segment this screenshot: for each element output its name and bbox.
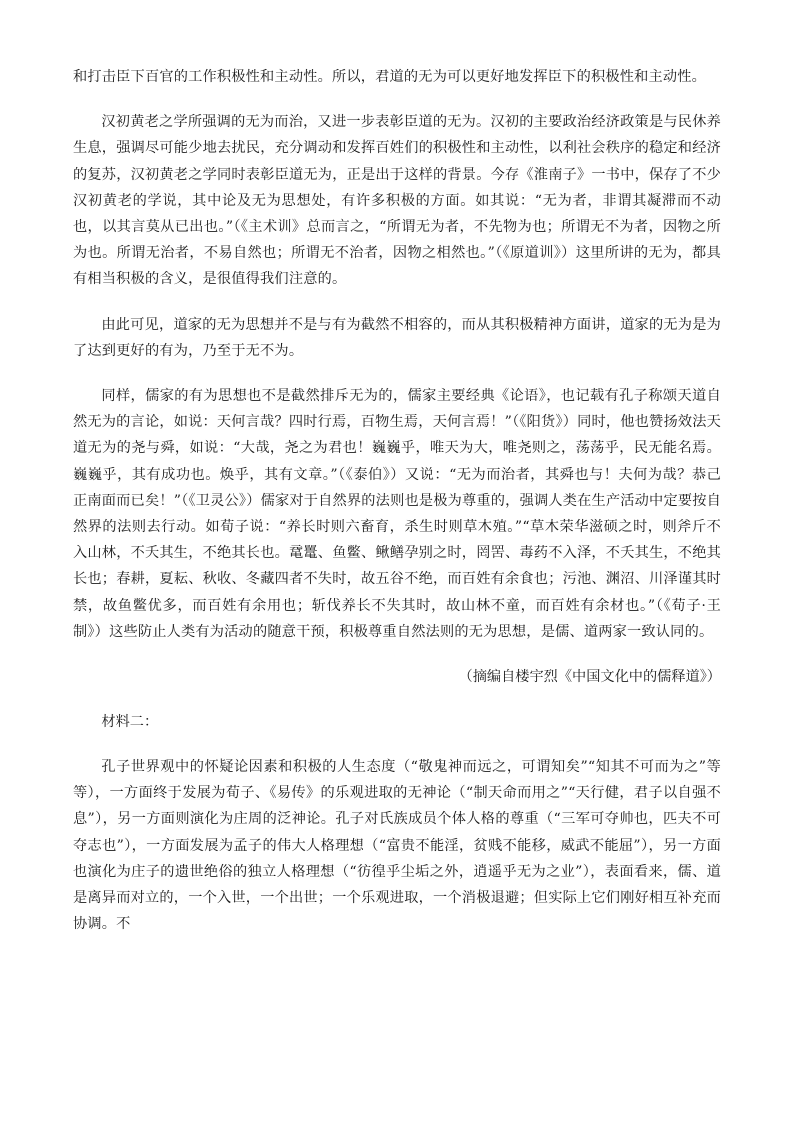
paragraph-4: 同样，儒家的有为思想也不是截然排斥无为的，儒家主要经典《论语》，也记载有孔子称颂天道自然无为的言论，如说：天何言哉？四时行焉，百物生焉，天何言焉！”（《阳货》）同时，他也赞扬效法天道无为的尧与舜，如说：“大哉，尧之为君也！巍巍乎，唯天为大，唯尧则之，荡荡乎，民无能名焉。巍巍乎，其有成功也。焕乎，其有文章。”（《泰伯》）又说：“无为而治者，其舜也与！夫何为哉？恭己正南面而已矣！”（《卫灵公》）儒家对于自然界的法则也是极为尊重的，强调人类在生产活动中定要按自然界的法则去行动。如荀子说：“养长时则六畜育，杀生时则草木殖。”“草木荣华滋硕之时，则斧斤不入山林，不夭其生，不绝其长也。鼋鼍、鱼鳖、鳅鳝孕别之时，罔罟、毒药不入泽，不夭其生，不绝其长也；春耕，夏耘、秋收、冬藏四者不失时，故五谷不绝，而百姓有余食也；污池、渊沼、川泽谨其时禁，故鱼鳖优多，而百姓有余用也；斩伐养长不失其时，故山林不童，而百姓有余材也。”（《荀子·王制》）这些防止人类有为活动的随意干预，积极尊重自然法则的无为思想，是儒、道两家一致认同的。 bbox=[73, 388, 721, 640]
document-page bbox=[73, 64, 721, 956]
source-citation: （摘编自楼宇烈《中国文化中的儒释道》） bbox=[458, 669, 721, 686]
paragraph-5: 孔子世界观中的怀疑论因素和积极的人生态度（“敬鬼神而远之，可谓知矣”“知其不可而为之”等等），一方面终于发展为荀子、《易传》的乐观进取的无神论（“制天命而用之”“天行健，君子以自强不息”），另一方面则演化为庄周的泛神论。孔子对氏族成员个体人格的尊重（“三军可夺帅也，匹夫不可夺志也”），一方面发展为孟子的伟大人格理想（“富贵不能淫，贫贱不能移，威武不能屈”），另一方面也演化为庄子的遗世绝俗的独立人格理想（“彷徨乎尘垢之外，逍遥乎无为之业”），表面看来，儒、道是离异而对立的，一个入世，一个出世；一个乐观进取，一个消极退避；但实际上它们刚好相互补充而协调。不 bbox=[73, 759, 721, 933]
paragraph-2: 汉初黄老之学所强调的无为而治，又进一步表彰臣道的无为。汉初的主要政治经济政策是与民休养生息，强调尽可能少地去扰民，充分调动和发挥百姓们的积极性和主动性，以利社会秩序的稳定和经济的复苏，汉初黄老之学同时表彰臣道无为，正是出于这样的背景。今存《淮南子》一书中，保存了不少汉初黄老的学说，其中论及无为思想处，有许多积极的方面。如其说：“无为者，非谓其凝滞而不动也，以其言莫从已出也。”（《主术训》总而言之，“所谓无为者，不先物为也；所谓无不为者，因物之所为也。所谓无治者，不易自然也；所谓无不治者，因物之相然也。”（《原道训》）这里所讲的无为，都具有相当积极的含义，是很值得我们注意的。 bbox=[73, 114, 721, 288]
paragraph-1: 和打击臣下百官的工作积极性和主动性。所以，君道的无为可以更好地发挥臣下的积极性和主动性。 bbox=[73, 69, 707, 85]
section-heading: 材料二： bbox=[101, 714, 159, 731]
paragraph-3: 由此可见，道家的无为思想并不是与有为截然不相容的，而从其积极精神方面讲，道家的无为是为了达到更好的有为，乃至于无不为。 bbox=[73, 316, 721, 359]
